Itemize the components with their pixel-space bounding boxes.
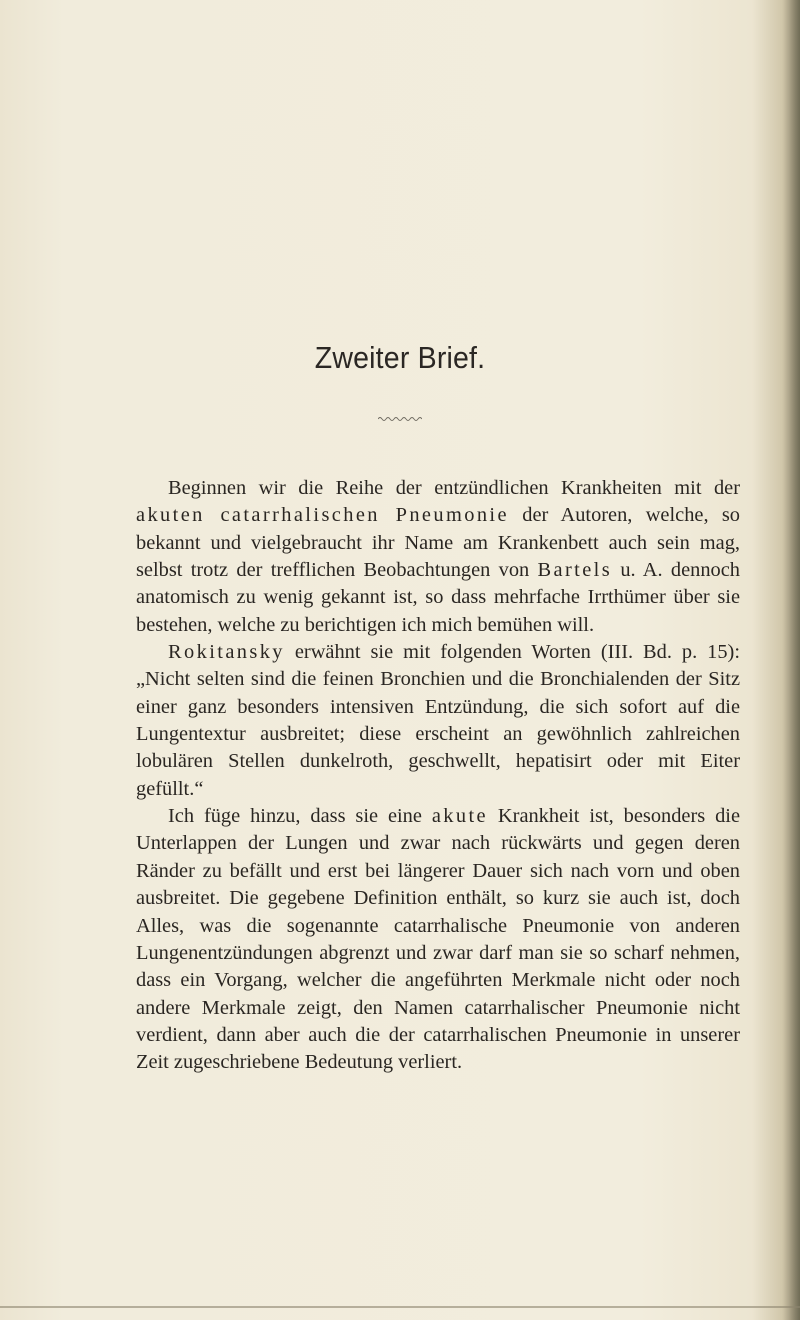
page-bottom-edge bbox=[0, 1306, 800, 1308]
letter-body bbox=[136, 475, 740, 1077]
text-run: erwähnt sie mit folgenden Worten (III. Bd. p. 15): „Nicht selten sind die feinen Bronchien und die Bronchialenden der Sitz einer ganz besonders intensiven Entzündung, die sich sofort auf die Lungentextur ausbreitet; diese erscheint an gewöhnlich zahlreichen lobulären Stellen dunkelroth, geschwellt, hepatisirt oder mit Eiter gefüllt.“ bbox=[136, 641, 740, 800]
text-run: Beginnen wir die Reihe der entzündlichen Krankheiten mit der bbox=[168, 477, 740, 499]
spaced-emphasis: Rokitansky bbox=[168, 641, 285, 664]
paragraph bbox=[136, 475, 740, 639]
letter-heading: Zweiter Brief. bbox=[314, 340, 486, 375]
text-run: Krankheit ist, besonders die Unterlappen der Lungen und zwar nach rückwärts und gegen deren Ränder zu befällt und erst bei längerer Dauer sich nach vorn und oben ausbreitet. Die gegebene Definition enthält, so kurz sie auch ist, doch Alles, was die sogenannte catarrhalische Pneumonie von anderen Lungenentzündungen abgrenzt und zwar darf man sie so scharf nehmen, dass ein Vorgang, welcher die angeführten Merkmale nicht oder noch andere Merkmale zeigt, den Namen catarrhalischer Pneumonie nicht verdient, dann aber auch die der catarrhalischen Pneumonie in unserer Zeit zugeschriebene Bedeutung verliert. bbox=[136, 805, 740, 1074]
paragraph bbox=[136, 639, 740, 803]
text-run: der Autoren, welche, so bekannt und vielgebraucht ihr Name am Krankenbett auch sein mag, selbst trotz der trefflichen Beobachtungen von bbox=[136, 504, 740, 582]
spaced-emphasis: akuten catarrhalischen Pneumonie bbox=[136, 504, 509, 527]
page-edge-shadow bbox=[782, 0, 800, 1320]
text-run: u. A. dennoch anatomisch zu wenig gekannt ist, so dass mehrfache Irrthümer über sie bestehen, welche zu berichtigen ich mich bemühen will. bbox=[136, 559, 740, 636]
wavy-divider-ornament bbox=[378, 415, 422, 423]
spaced-emphasis: akute bbox=[431, 805, 489, 828]
text-run: Ich füge hinzu, dass sie eine bbox=[168, 805, 432, 828]
paragraph bbox=[136, 803, 740, 1076]
spaced-emphasis: Bartels bbox=[537, 559, 613, 582]
